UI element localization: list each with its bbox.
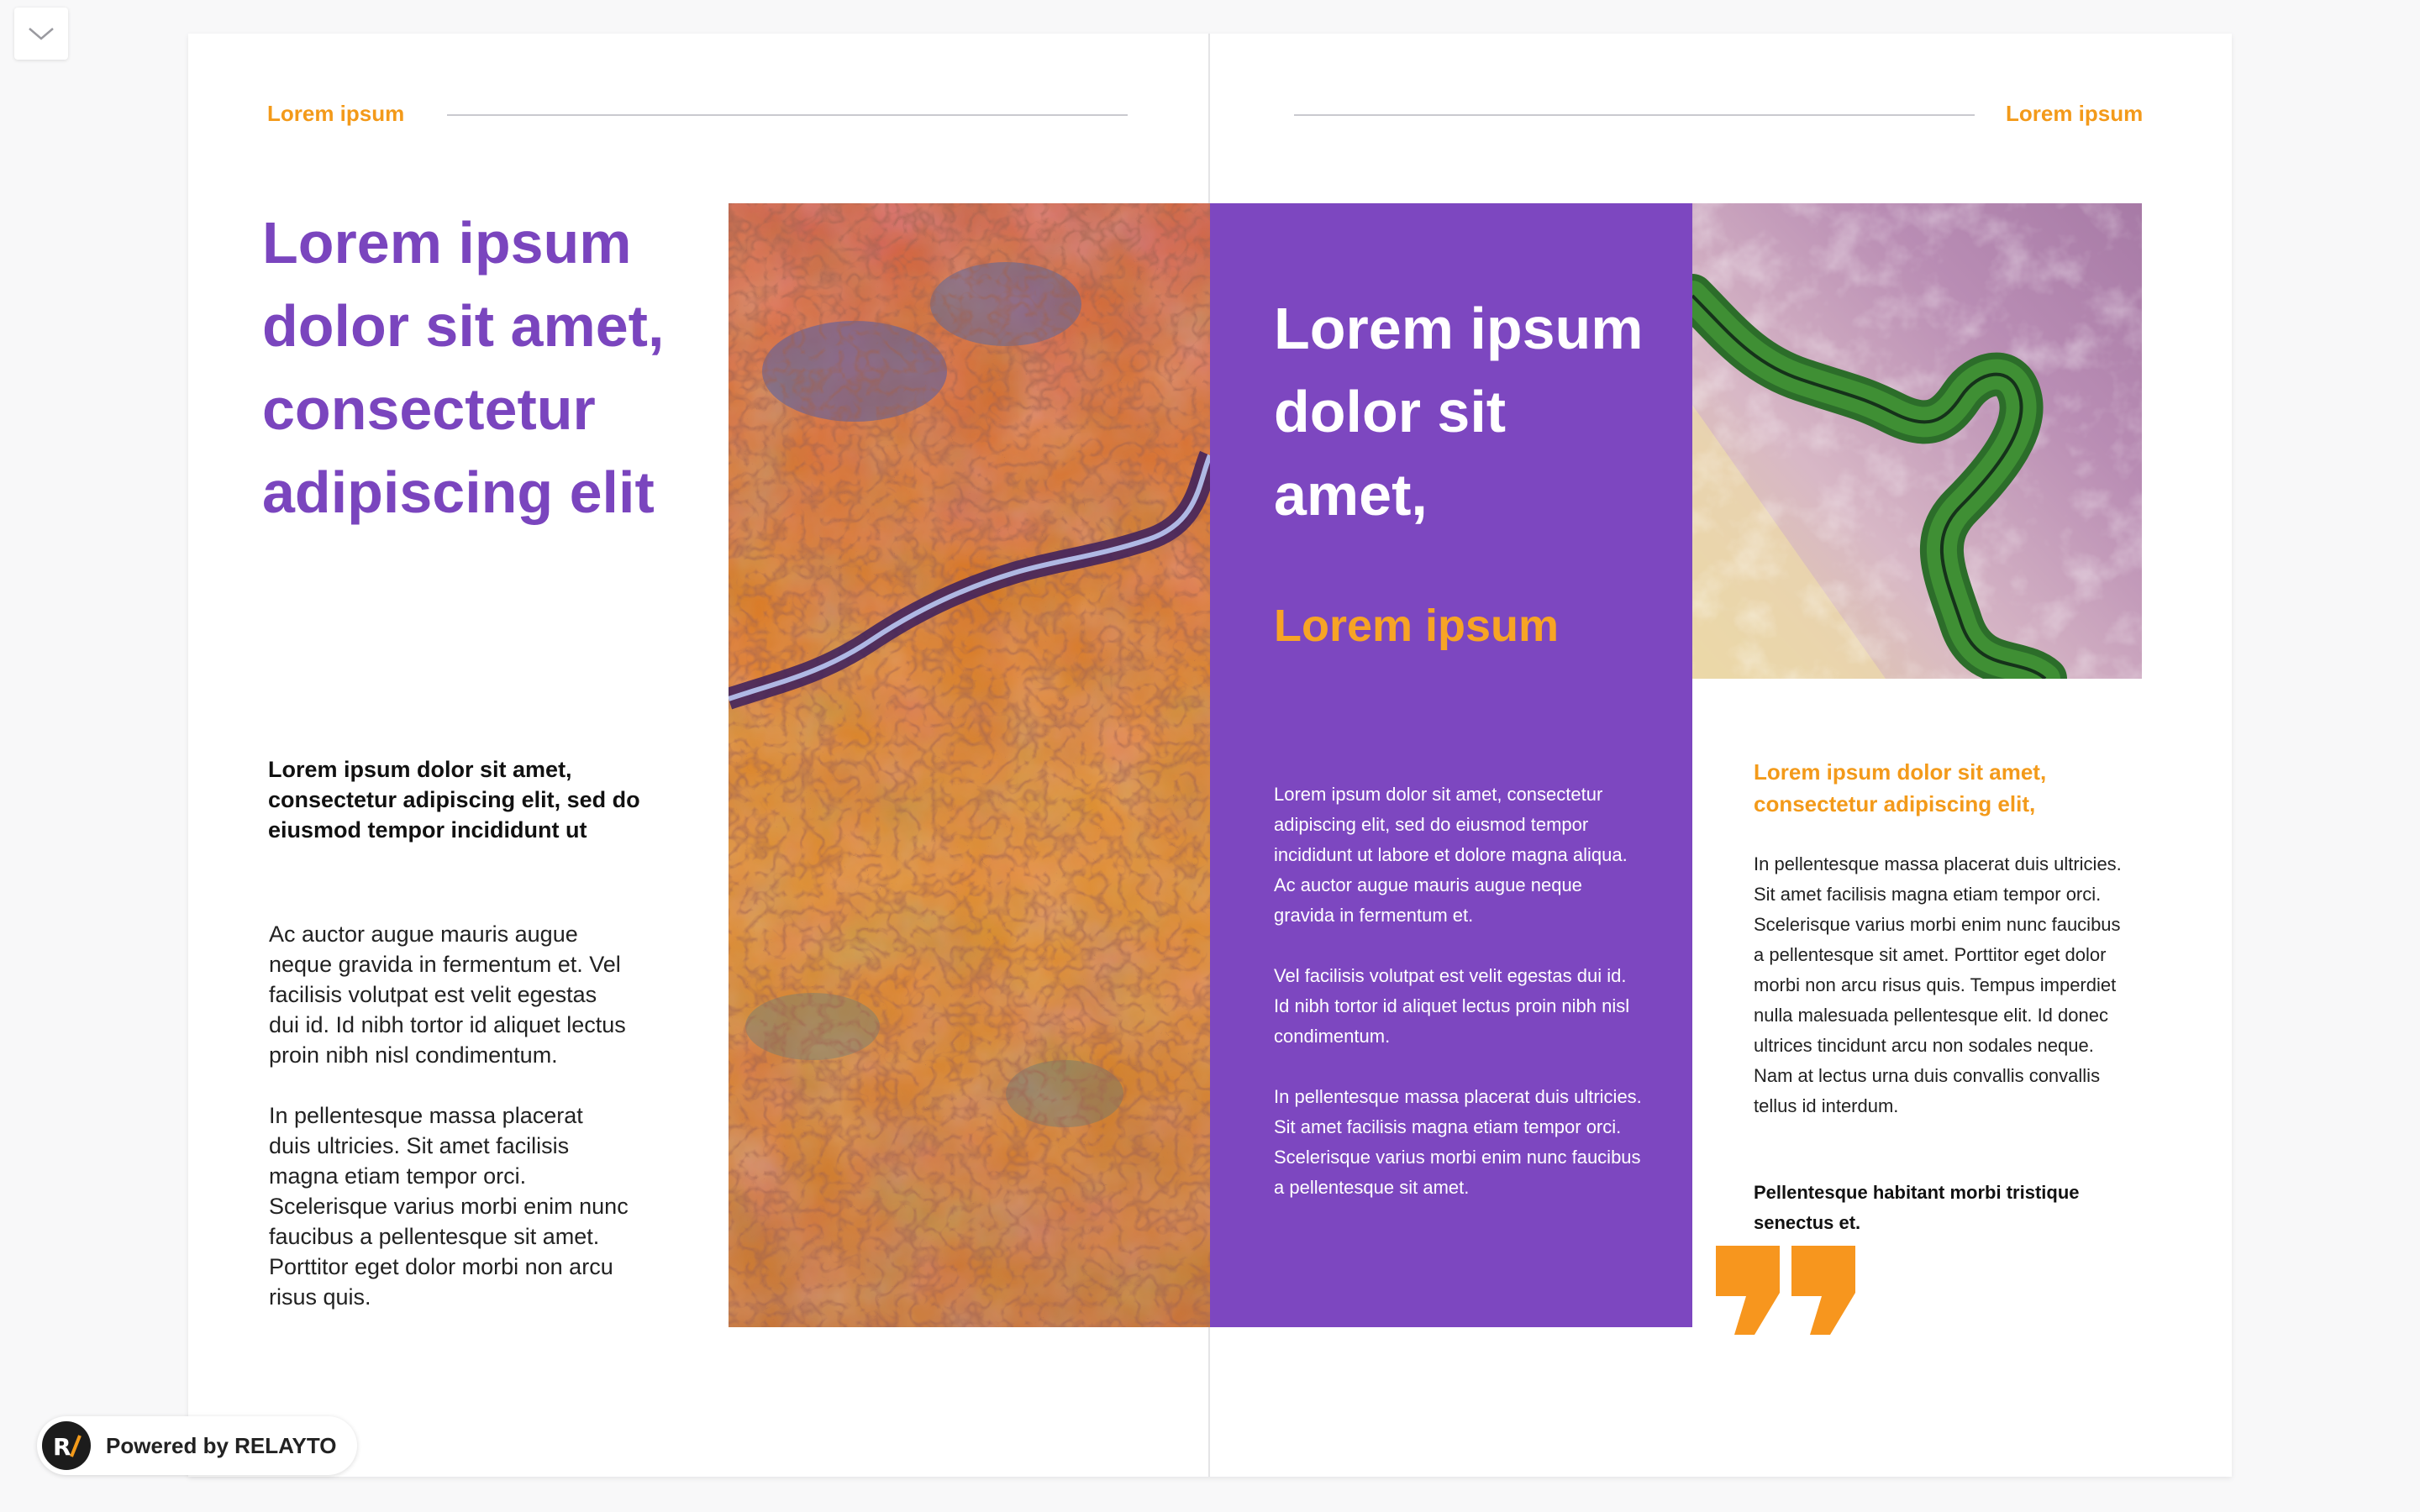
right-header-rule	[1294, 114, 1975, 116]
purple-panel-title: Lorem ipsum dolor sit amet,	[1274, 296, 1644, 528]
satellite-photo-river-valley	[1692, 203, 2142, 679]
purple-feature-panel	[1210, 203, 1692, 1327]
left-running-head: Lorem ipsum	[267, 101, 405, 126]
right-body-paragraph: In pellentesque massa placerat duis ultricies. Sit amet facilisis magna etiam tempor orci. Scelerisque varius morbi enim nunc faucibus a pellentesque sit amet. Porttitor eget dolor morbi non arcu risus quis. Tempus imperdiet nulla malesuada pellentesque elit. Id donec ultrices tincidunt arcu non sodales neque. Nam at lectus urna duis convallis convallis tellus id interdum.	[1754, 853, 2122, 1116]
purple-body-paragraph: Lorem ipsum dolor sit amet, consectetur adipiscing elit, sed do eiusmod tempor incididunt ut labore et dolore magna aliqua. Ac auctor augue mauris augue neque gravida in fermentum et.	[1274, 784, 1628, 926]
relayto-logo-icon	[42, 1421, 91, 1470]
right-running-head: Lorem ipsum	[2006, 101, 2144, 126]
left-body	[269, 919, 630, 1312]
powered-by-relayto-badge[interactable]	[37, 1416, 357, 1475]
purple-panel-body	[1274, 780, 1644, 1203]
purple-panel-subtitle: Lorem ipsum	[1274, 601, 1560, 651]
purple-body-paragraph: In pellentesque massa placerat duis ultricies. Sit amet facilisis magna etiam tempor orci. Scelerisque varius morbi enim nunc faucibus a pellentesque sit amet.	[1274, 1086, 1642, 1198]
right-body	[1754, 849, 2123, 1121]
magazine-spread	[188, 34, 2232, 1477]
satellite-photo-orange-terrain	[729, 203, 1210, 1327]
right-lead-paragraph: Lorem ipsum dolor sit amet, consectetur adipiscing elit,	[1754, 759, 2047, 816]
left-header-rule	[447, 114, 1128, 116]
collapse-toggle-button[interactable]	[14, 8, 68, 60]
powered-by-label: Powered by RELAYTO	[106, 1432, 337, 1458]
left-body-paragraph: In pellentesque massa placerat duis ultricies. Sit amet facilisis magna etiam tempor orci. Scelerisque varius morbi enim nunc faucibus a pellentesque sit amet. Porttitor eget dolor morbi non arcu risus quis.	[269, 1103, 629, 1310]
chevron-down-icon	[27, 25, 55, 42]
left-body-paragraph: Ac auctor augue mauris augue neque gravida in fermentum et. Vel facilisis volutpat est velit egestas dui id. Id nibh tortor id aliquet lectus proin nibh nisl condimentum.	[269, 921, 626, 1068]
left-lead-paragraph: Lorem ipsum dolor sit amet, consectetur adipiscing elit, sed do eiusmod tempor incididunt ut	[268, 757, 640, 843]
quotation-mark-icon	[1716, 1246, 1859, 1341]
left-headline: Lorem ipsum dolor sit amet, consectetur adipiscing elit	[262, 210, 665, 525]
svg-text:R: R	[53, 1433, 71, 1460]
right-closing-line: Pellentesque habitant morbi tristique senectus et.	[1754, 1182, 2080, 1233]
purple-body-paragraph: Vel facilisis volutpat est velit egestas dui id. Id nibh tortor id aliquet lectus proin nibh nisl condimentum.	[1274, 965, 1630, 1047]
